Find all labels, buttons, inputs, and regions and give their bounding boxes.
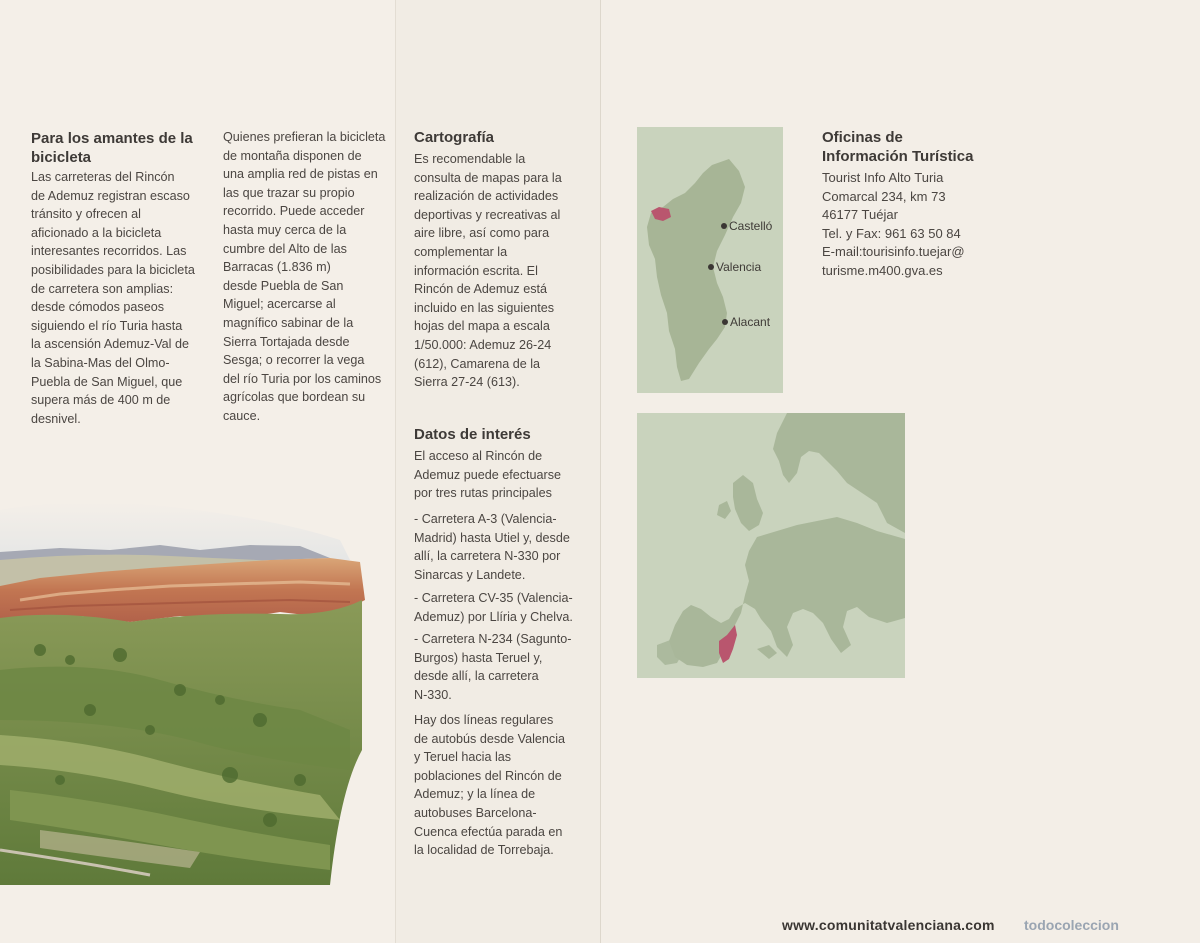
bicicleta-text-col1: Las carreteras del Rincón de Ademuz registran escaso tránsito y ofrecen al aficionado a la bicicleta interesantes recorridos. Las posibilidades para la bicicleta de carretera son amplias: desde cómodos paseos siguiendo el río Turia hasta la ascensión Ademuz-Val de la Sabina-Mas del Olmo- Puebla de San Miguel, que supera más de 400 m de desnivel. (31, 170, 195, 426)
datos-route-2: - Carretera CV-35 (Valencia- Ademuz) por Llíria y Chelva. (414, 591, 573, 624)
bicicleta-heading-line1: Para los amantes de la (31, 130, 193, 147)
datos-heading: Datos de interés (414, 426, 531, 443)
landscape-illustration (0, 490, 370, 885)
bicicleta-heading-line2: bicicleta (31, 149, 92, 166)
bicicleta-heading (31, 129, 211, 167)
valencia-region-map (637, 127, 783, 393)
svg-text:Alacant: Alacant (730, 315, 771, 329)
oficinas-contact-text: Tourist Info Alto Turia Comarcal 234, km 73 46177 Tuéjar Tel. y Fax: 961 63 50 84 E-mail:tourisinfo.tuejar@ turisme.m400.gva.es (822, 170, 965, 278)
europe-map (637, 413, 905, 678)
cartografia-text: Es recomendable la consulta de mapas para la realización de actividades deportivas y recreativas al aire libre, así como para complementar la información escrita. El Rincón de Ademuz está incluido en las siguientes hojas del mapa a escala 1/50.000: Ademuz 26-24 (612), Camarena de la Sierra 27-24 (613). (414, 152, 562, 390)
city-castello (721, 219, 773, 233)
fold-line (600, 0, 601, 943)
oficinas-heading-line2: Información Turística (822, 148, 974, 165)
svg-text:Castelló: Castelló (729, 219, 773, 233)
city-valencia (708, 260, 761, 274)
oficinas-heading (822, 128, 1022, 166)
bicicleta-text-col2: Quienes prefieran la bicicleta de montaña disponen de una amplia red de pistas en las que trazar su propio recorrido. Puede acceder hasta muy cerca de la cumbre del Alto de las Barracas (1.836 m) desde Puebla de San Miguel; acercarse al magnífico sabinar de la Sierra Tortajada desde Sesga; o recorrer la vega del río Turia por los caminos agrícolas que bordean su cauce. (223, 130, 386, 423)
datos-bus: Hay dos líneas regulares de autobús desde Valencia y Teruel hacia las poblaciones del Rincón de Ademuz; y la línea de autobuses Barcelona- Cuenca efectúa parada en la localidad de Torrebaja. (414, 713, 566, 858)
datos-route-1: - Carretera A-3 (Valencia- Madrid) hasta Utiel y, desde allí, la carretera N-330 por Sinarcas y Landete. (414, 512, 570, 582)
svg-text:Valencia: Valencia (716, 260, 762, 274)
cartografia-heading: Cartografía (414, 129, 495, 146)
datos-intro: El acceso al Rincón de Ademuz puede efectuarse por tres rutas principales (414, 449, 562, 501)
footer-website: www.comunitatvalenciana.com (782, 917, 995, 933)
watermark: todocoleccion (1024, 917, 1119, 933)
city-alacant (722, 315, 771, 329)
datos-route-3: - Carretera N-234 (Sagunto- Burgos) hasta Teruel y, desde allí, la carretera N-330. (414, 632, 572, 702)
oficinas-heading-line1: Oficinas de (822, 129, 903, 146)
